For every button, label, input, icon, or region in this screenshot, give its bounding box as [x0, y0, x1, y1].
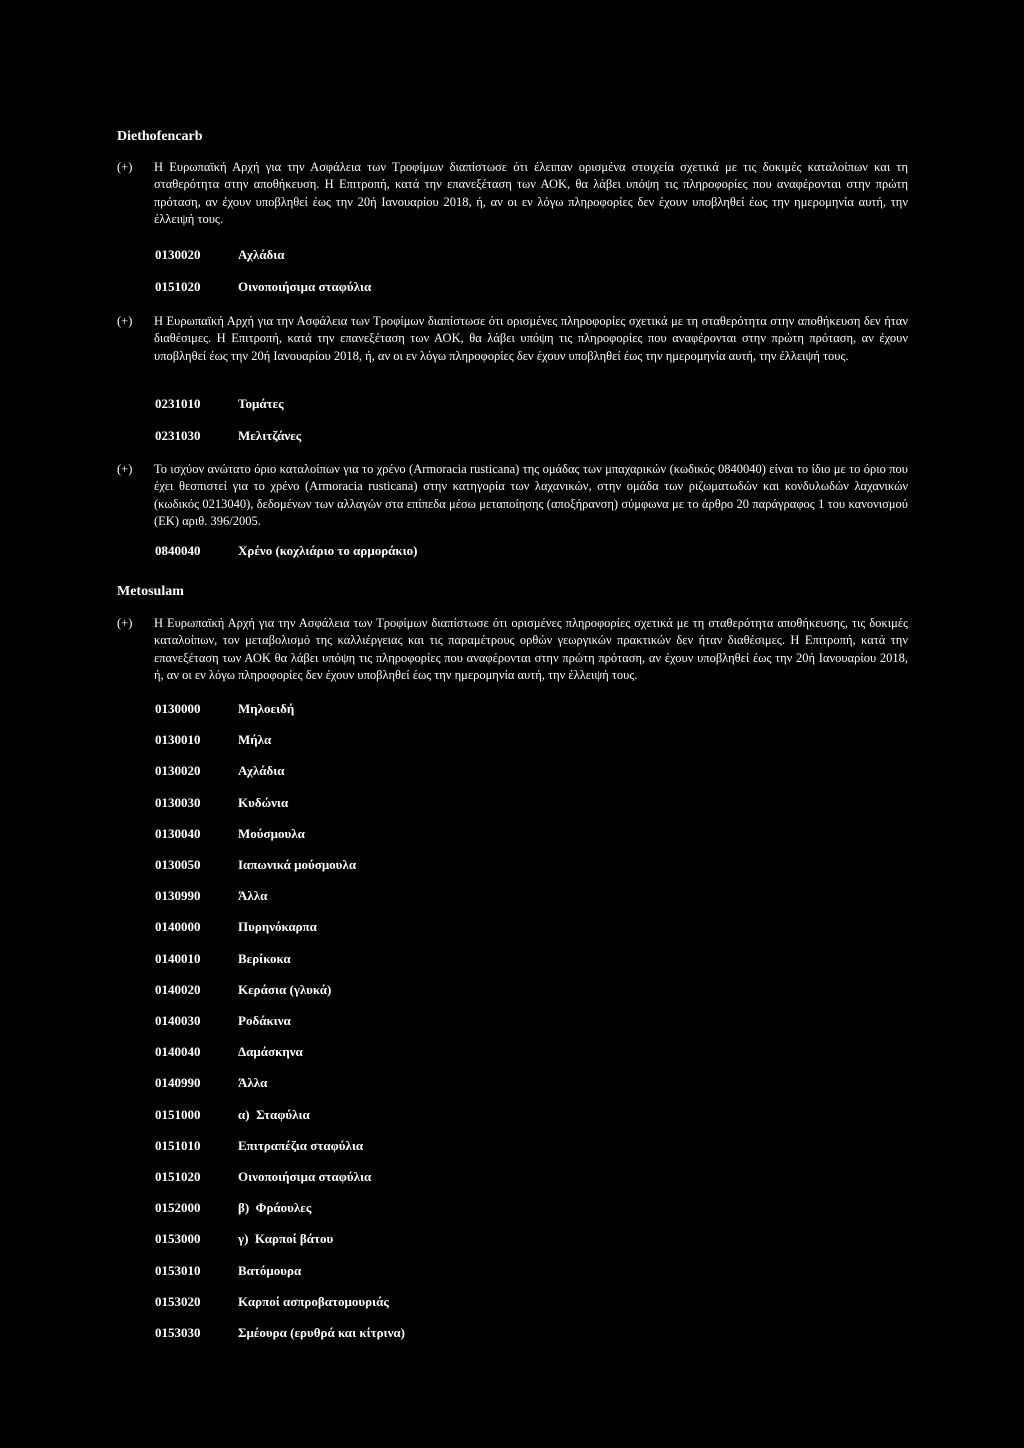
product-code: 0130020 [155, 763, 201, 779]
product-name: Αχλάδια [238, 763, 285, 779]
product-code: 0140010 [155, 950, 201, 966]
product-row [155, 1013, 291, 1029]
product-code: 0152000 [155, 1200, 201, 1216]
section-title-metosulam: Metosulam [117, 584, 184, 599]
product-name: α) Σταφύλια [238, 1106, 310, 1122]
product-name: β) Φράουλες [238, 1200, 312, 1216]
product-code: 0130020 [155, 247, 201, 262]
product-name: γ) Καρποί βάτου [238, 1231, 334, 1247]
product-name: Οινοποιήσιμα σταφύλια [238, 279, 372, 294]
footnote-text: Η Ευρωπαϊκή Αρχή για την Ασφάλεια των Τροφίμων διαπίστωσε ότι ορισμένες πληροφορίες σχετικά με τη σταθερότητα στην αποθήκευση δεν ήταν διαθέσιμες. Η Επιτροπή, κατά την επανεξέταση των ΑΟΚ, θα λάβει υπόψη τις πληροφορίες που αναφέρονται στην πρώτη πρόταση, αν έχουν υποβληθεί έως την 20ή Ιανουαρίου 2018, ή, αν οι εν λόγω πληροφορίες δεν έχουν υποβληθεί έως την ημερομηνία αυτή, την έλλειψή τους. [154, 314, 908, 363]
product-row [155, 795, 288, 811]
product-code: 0153000 [155, 1231, 201, 1247]
footnote-diethofencarb-2 [117, 313, 908, 365]
product-row [155, 701, 294, 717]
product-name: Ιαπωνικά μούσμουλα [238, 857, 357, 872]
product-code: 0130000 [155, 701, 201, 716]
product-row [155, 428, 301, 444]
footnote-diethofencarb-3 [117, 461, 908, 531]
product-name: Μηλοειδή [238, 701, 295, 716]
product-name: Μούσμουλα [238, 825, 305, 841]
product-row [155, 951, 291, 967]
footnote-mark: (+) [117, 314, 133, 328]
footnote-diethofencarb-1 [117, 159, 908, 229]
product-name: Μήλα [238, 732, 272, 748]
product-row [155, 1075, 267, 1091]
product-name: Τομάτες [238, 396, 284, 411]
product-row [155, 732, 271, 748]
product-name: Βερίκοκα [238, 950, 291, 966]
product-code: 0231010 [155, 396, 201, 411]
product-code: 0140000 [155, 919, 201, 935]
footnote-text: Το ισχύον ανώτατο όριο καταλοίπων για το χρένο (Armoracia rusticana) της ομάδας των μπαχαρικών (κωδικός 0840040) είναι το ίδιο με το όριο που έχει θεσπιστεί για το χρένο (Armoracia rusticana) στην κατηγορία των λαχανικών, στην ομάδα των ριζωματωδών και κονδυλωδών λαχανικών (κωδικός 0213040), δεδομένων των αλλαγών στα επίπεδα μέσω μεταποίησης (αποξήρανση) σύμφωνα με το άρθρο 20 παράγραφος 1 του κανονισμού (ΕΚ) αριθ. 396/2005. [154, 462, 908, 529]
product-code: 0151010 [155, 1137, 201, 1153]
footnote-text: Η Ευρωπαϊκή Αρχή για την Ασφάλεια των Τροφίμων διαπίστωσε ότι ορισμένες πληροφορίες σχετικά με τη σταθερότητα αποθήκευσης, τις δοκιμές καταλοίπων, τον μεταβολισμό της καλλιέργειας και τις παραμέτρους ορθών γεωργικών πρακτικών δεν ήταν διαθέσιμες. Η Επιτροπή, κατά την επανεξέταση των ΑΟΚ θα λάβει υπόψη τις πληροφορίες που αναφέρονται στην πρώτη πρόταση, αν έχουν υποβληθεί έως την 20ή Ιανουαρίου 2018, ή, αν οι εν λόγω πληροφορίες δεν έχουν υποβληθεί έως την ημερομηνία αυτή, την έλλειψή τους. [154, 616, 908, 683]
product-code: 0840040 [155, 543, 201, 558]
product-row [155, 1294, 389, 1310]
product-name: Κεράσια (γλυκά) [238, 981, 332, 997]
product-name: Κυδώνια [238, 794, 289, 810]
product-code: 0151000 [155, 1106, 201, 1122]
product-row [155, 543, 418, 559]
product-name: Άλλα [238, 888, 268, 904]
product-row [155, 1107, 310, 1123]
product-row [155, 857, 356, 873]
product-name: Καρποί ασπροβατομουριάς [238, 1293, 389, 1309]
product-code: 0153010 [155, 1262, 201, 1278]
product-name: Άλλα [238, 1075, 268, 1091]
footnote-metosulam [117, 615, 908, 685]
footnote-mark: (+) [117, 160, 133, 174]
product-row [155, 888, 267, 904]
product-code: 0140020 [155, 981, 201, 997]
product-code: 0130050 [155, 857, 201, 872]
product-row [155, 919, 317, 935]
product-row [155, 982, 331, 998]
product-row [155, 247, 285, 263]
product-code: 0153020 [155, 1293, 201, 1309]
product-name: Επιτραπέζια σταφύλια [238, 1137, 364, 1153]
product-code: 0140030 [155, 1013, 201, 1028]
product-row [155, 1138, 363, 1154]
product-row [155, 1200, 311, 1216]
product-row [155, 1263, 301, 1279]
footnote-mark: (+) [117, 616, 133, 630]
product-row [155, 396, 284, 412]
footnote-mark: (+) [117, 462, 133, 476]
product-code: 0130040 [155, 825, 201, 841]
product-name: Σμέουρα (ερυθρά και κίτρινα) [238, 1325, 405, 1340]
product-name: Οινοποιήσιμα σταφύλια [238, 1169, 372, 1184]
product-name: Αχλάδια [238, 247, 285, 262]
product-row [155, 763, 285, 779]
product-name: Βατόμουρα [238, 1262, 302, 1278]
product-name: Χρένο (κοχλιάριο το αρμοράκιο) [238, 543, 418, 558]
product-code: 0151020 [155, 279, 201, 294]
product-code: 0151020 [155, 1169, 201, 1184]
product-code: 0130010 [155, 732, 201, 748]
product-code: 0140990 [155, 1075, 201, 1091]
product-name: Δαμάσκηνα [238, 1044, 303, 1060]
product-row [155, 1169, 371, 1185]
product-code: 0140040 [155, 1044, 201, 1060]
product-row [155, 1325, 405, 1341]
product-code: 0130990 [155, 888, 201, 904]
product-name: Πυρηνόκαρπα [238, 919, 317, 935]
product-row [155, 826, 305, 842]
product-code: 0153030 [155, 1325, 201, 1340]
product-name: Μελιτζάνες [238, 428, 302, 443]
product-code: 0130030 [155, 794, 201, 810]
footnote-text: Η Ευρωπαϊκή Αρχή για την Ασφάλεια των Τροφίμων διαπίστωσε ότι έλειπαν ορισμένα στοιχεία σχετικά με τις δοκιμές καταλοίπων και τη σταθερότητα στην αποθήκευση. Η Επιτροπή, κατά την επανεξέταση των ΑΟΚ, θα λάβει υπόψη τις πληροφορίες που αναφέρονται στην πρώτη πρόταση, αν έχουν υποβληθεί έως την 20ή Ιανουαρίου 2018, ή, αν οι εν λόγω πληροφορίες δεν έχουν υποβληθεί έως την ημερομηνία αυτή, την έλλειψή τους. [154, 160, 908, 227]
product-row [155, 279, 371, 295]
product-row [155, 1231, 333, 1247]
product-name: Ροδάκινα [238, 1013, 291, 1028]
section-title-diethofencarb: Diethofencarb [117, 129, 203, 144]
product-row [155, 1044, 303, 1060]
product-code: 0231030 [155, 428, 201, 443]
